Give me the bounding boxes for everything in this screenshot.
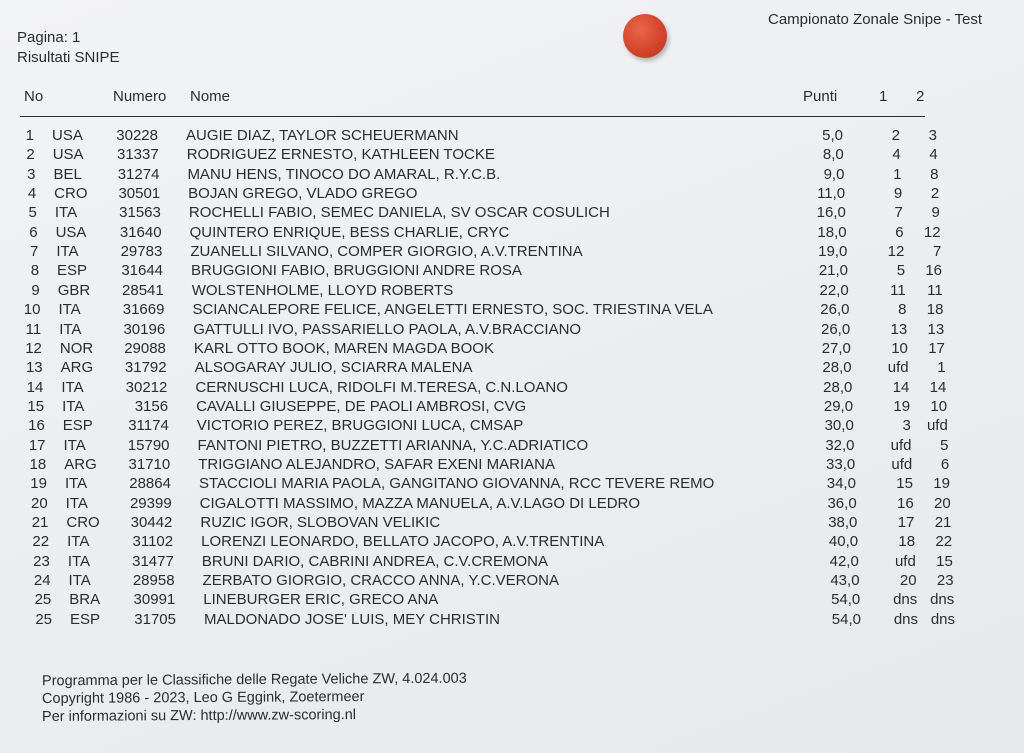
row-crew-name: AUGIE DIAZ, TAYLOR SCHEUERMANN — [186, 127, 459, 144]
row-nation: ITA — [62, 397, 85, 415]
row-nation: CRO — [66, 514, 100, 531]
row-race-1: 11 — [890, 281, 906, 299]
row-race-1: 20 — [899, 572, 917, 590]
row-points: 9,0 — [823, 165, 845, 183]
row-sail-number: 30442 — [130, 514, 173, 531]
row-race-2: 10 — [930, 397, 948, 415]
row-nation: ARG — [64, 455, 97, 473]
pushpin-icon — [623, 14, 667, 58]
row-sail-number: 28541 — [122, 281, 164, 299]
row-nation: ITA — [58, 301, 81, 319]
table-row — [25, 379, 955, 398]
row-sail-number: 30212 — [125, 378, 168, 396]
row-nation: NOR — [59, 339, 94, 357]
row-race-2: 15 — [936, 552, 953, 570]
row-nation: GBR — [57, 281, 91, 299]
row-race-2: dns — [930, 610, 955, 628]
table-row — [18, 185, 948, 204]
row-points: 21,0 — [818, 262, 849, 280]
row-points: 22,0 — [819, 281, 849, 299]
row-position: 25 — [34, 591, 52, 609]
row-crew-name: BRUNI DARIO, CABRINI ANDREA, C.V.CREMONA — [201, 552, 548, 570]
table-row — [16, 127, 946, 146]
row-crew-name: QUINTERO ENRIQUE, BESS CHARLIE, CRYC — [189, 223, 510, 241]
row-race-2: 2 — [930, 185, 940, 203]
row-position: 15 — [27, 397, 45, 415]
row-points: 8,0 — [822, 146, 844, 164]
row-nation: ITA — [68, 572, 91, 590]
table-row — [28, 437, 958, 456]
row-crew-name: GATTULLI IVO, PASSARIELLO PAOLA, A.V.BRACCIANO — [193, 320, 582, 338]
row-points: 26,0 — [820, 320, 851, 338]
row-position: 17 — [28, 436, 46, 454]
row-race-2: 6 — [940, 455, 950, 473]
row-race-1: 3 — [902, 417, 911, 435]
row-race-1: ufd — [890, 436, 912, 454]
row-race-2: 4 — [929, 146, 938, 164]
row-race-1: 17 — [897, 514, 915, 531]
row-crew-name: LINEBURGER ERIC, GRECO ANA — [203, 591, 439, 609]
row-sail-number: 29399 — [129, 494, 172, 512]
row-race-2: 22 — [935, 533, 953, 551]
row-race-1: 2 — [891, 127, 900, 144]
row-race-1: 1 — [893, 165, 902, 183]
row-nation: ARG — [60, 359, 94, 377]
row-points: 11,0 — [817, 185, 846, 203]
row-sail-number: 30228 — [116, 127, 158, 144]
row-race-1: 4 — [892, 146, 901, 164]
row-nation: ITA — [63, 436, 86, 454]
row-position: 16 — [28, 417, 45, 435]
row-position: 8 — [30, 262, 40, 280]
row-sail-number: 30991 — [133, 591, 176, 609]
row-race-2: 5 — [940, 436, 949, 454]
row-position: 3 — [27, 165, 36, 183]
row-nation: ESP — [70, 610, 101, 628]
row-race-1: 15 — [896, 475, 913, 493]
row-race-1: ufd — [894, 552, 916, 570]
row-race-1: 19 — [893, 397, 911, 415]
row-points: 19,0 — [818, 243, 848, 261]
row-nation: ITA — [59, 320, 82, 338]
row-points: 27,0 — [821, 339, 851, 357]
footer-copyright: Copyright 1986 - 2023, Leo G Eggink, Zoetermeer — [41, 689, 365, 707]
row-position: 13 — [25, 359, 43, 377]
row-position: 23 — [33, 552, 50, 570]
table-row — [33, 572, 963, 591]
row-crew-name: VICTORIO PEREZ, BRUGGIONI LUCA, CMSAP — [196, 417, 524, 435]
row-crew-name: RUZIC IGOR, SLOBOVAN VELIKIC — [200, 514, 441, 531]
row-race-2: 12 — [923, 223, 941, 241]
row-sail-number: 31640 — [119, 223, 162, 241]
row-race-1: 5 — [896, 262, 906, 280]
row-race-2: 11 — [927, 281, 943, 299]
row-position: 24 — [33, 572, 51, 590]
row-points: 30,0 — [824, 417, 854, 435]
row-crew-name: ZUANELLI SILVANO, COMPER GIORGIO, A.V.TRENTINA — [190, 243, 583, 261]
row-points: 5,0 — [822, 127, 843, 144]
row-crew-name: ROCHELLI FABIO, SEMEC DANIELA, SV OSCAR COSULICH — [188, 204, 610, 222]
table-row — [30, 495, 960, 514]
row-position: 22 — [32, 533, 50, 551]
row-race-2: 20 — [933, 494, 951, 512]
row-nation: ESP — [62, 417, 93, 435]
row-nation: USA — [52, 127, 83, 144]
row-position: 4 — [27, 185, 37, 203]
row-sail-number: 30196 — [123, 320, 166, 338]
row-sail-number: 28958 — [132, 572, 175, 590]
table-row — [17, 166, 947, 185]
row-sail-number: 31563 — [119, 204, 161, 222]
row-race-2: dns — [930, 591, 955, 609]
row-position: 18 — [29, 455, 47, 473]
row-nation: ITA — [67, 533, 90, 551]
row-points: 28,0 — [822, 359, 852, 377]
column-header-punti: Punti — [803, 88, 838, 105]
row-crew-name: RODRIGUEZ ERNESTO, KATHLEEN TOCKE — [186, 146, 495, 164]
row-race-2: 14 — [929, 378, 947, 396]
row-position: 6 — [29, 223, 38, 241]
row-race-1: 9 — [893, 185, 903, 203]
table-row — [29, 475, 959, 494]
row-nation: ITA — [61, 378, 84, 396]
row-points: 34,0 — [826, 475, 856, 493]
table-row — [20, 224, 950, 243]
row-race-2: 23 — [936, 572, 954, 590]
row-position: 7 — [29, 243, 39, 261]
row-race-2: 21 — [934, 514, 952, 531]
table-row — [31, 533, 961, 552]
row-race-2: 16 — [925, 262, 943, 280]
row-race-1: dns — [893, 591, 918, 609]
row-crew-name: LORENZI LEONARDO, BELLATO JACOPO, A.V.TRENTINA — [201, 533, 605, 551]
row-position: 10 — [23, 301, 41, 319]
row-crew-name: BRUGGIONI FABIO, BRUGGIONI ANDRE ROSA — [191, 262, 522, 280]
row-position: 19 — [30, 475, 47, 493]
row-sail-number: 31792 — [124, 359, 167, 377]
row-race-1: ufd — [887, 359, 909, 377]
row-position: 25 — [35, 610, 52, 628]
row-sail-number: 29088 — [124, 339, 166, 357]
row-race-2: 13 — [927, 320, 945, 338]
header-divider — [20, 116, 925, 117]
row-sail-number: 31644 — [121, 262, 164, 280]
row-crew-name: CAVALLI GIUSEPPE, DE PAOLI AMBROSI, CVG — [196, 397, 527, 415]
table-row — [26, 398, 956, 417]
row-race-2: 9 — [931, 204, 940, 222]
row-crew-name: BOJAN GREGO, VLADO GREGO — [188, 185, 418, 203]
row-crew-name: WOLSTENHOLME, LLOYD ROBERTS — [191, 281, 454, 299]
row-points: 54,0 — [831, 591, 861, 609]
row-race-2: 3 — [928, 127, 937, 144]
row-race-1: 14 — [892, 378, 910, 396]
row-nation: USA — [52, 146, 84, 164]
row-crew-name: ZERBATO GIORGIO, CRACCO ANNA, Y.C.VERONA — [202, 572, 560, 590]
row-crew-name: CERNUSCHI LUCA, RIDOLFI M.TERESA, C.N.LOANO — [195, 378, 568, 396]
row-race-2: 7 — [932, 243, 942, 261]
row-race-2: 1 — [937, 359, 946, 377]
row-points: 42,0 — [829, 552, 859, 570]
row-position: 2 — [26, 146, 35, 164]
row-crew-name: SCIANCALEPORE FELICE, ANGELETTI ERNESTO, SOC. TRIESTINA VELA — [192, 301, 713, 319]
row-race-1: 16 — [896, 494, 914, 512]
row-sail-number: 31337 — [117, 146, 159, 164]
column-header-no: No — [24, 88, 44, 105]
table-row — [22, 282, 952, 301]
row-crew-name: MANU HENS, TINOCO DO AMARAL, R.Y.C.B. — [187, 165, 501, 183]
row-sail-number: 31102 — [132, 533, 174, 551]
report-title: Risultati SNIPE — [17, 49, 120, 66]
row-crew-name: STACCIOLI MARIA PAOLA, GANGITANO GIOVANNA, RCC TEVERE REMO — [198, 475, 715, 493]
row-points: 18,0 — [817, 223, 847, 241]
table-row — [33, 591, 963, 610]
row-position: 11 — [25, 320, 42, 338]
row-position: 14 — [26, 378, 44, 396]
row-race-1: dns — [893, 610, 918, 628]
table-row — [20, 243, 950, 262]
row-nation: ITA — [54, 204, 78, 222]
row-crew-name: CIGALOTTI MASSIMO, MAZZA MANUELA, A.V.LAGO DI LEDRO — [199, 494, 641, 512]
row-points: 28,0 — [823, 378, 853, 396]
row-sail-number: 28864 — [129, 475, 171, 493]
row-points: 16,0 — [816, 204, 846, 222]
table-row — [25, 359, 955, 378]
row-sail-number: 31705 — [134, 610, 176, 628]
row-position: 20 — [30, 494, 48, 512]
row-crew-name: MALDONADO JOSE' LUIS, MEY CHRISTIN — [204, 610, 500, 628]
table-row — [24, 340, 954, 359]
row-race-1: 10 — [891, 339, 908, 357]
row-nation: BEL — [53, 165, 82, 183]
row-sail-number: 31710 — [128, 455, 171, 473]
row-race-1: 18 — [898, 533, 916, 551]
row-race-1: 13 — [890, 320, 908, 338]
row-position: 21 — [31, 514, 49, 531]
row-points: 26,0 — [820, 301, 850, 319]
row-race-1: ufd — [891, 455, 913, 473]
row-sail-number: 15790 — [127, 436, 170, 454]
table-row — [21, 262, 951, 281]
row-race-2: 17 — [928, 339, 945, 357]
row-sail-number: 31174 — [128, 417, 169, 435]
row-nation: CRO — [54, 185, 88, 203]
table-row — [30, 514, 960, 533]
table-row — [19, 204, 949, 223]
row-race-2: ufd — [926, 417, 948, 435]
row-sail-number: 30501 — [118, 185, 161, 203]
table-row — [34, 611, 964, 630]
table-row — [32, 553, 962, 572]
row-crew-name: ALSOGARAY JULIO, SCIARRA MALENA — [194, 359, 473, 377]
row-nation: USA — [55, 223, 87, 241]
row-points: 29,0 — [823, 397, 854, 415]
table-row — [27, 417, 957, 436]
table-row — [23, 321, 953, 340]
row-race-2: 18 — [926, 301, 944, 319]
row-race-1: 8 — [898, 301, 907, 319]
row-points: 32,0 — [825, 436, 855, 454]
row-sail-number: 31274 — [117, 165, 160, 183]
row-race-1: 12 — [887, 243, 905, 261]
row-race-1: 6 — [895, 223, 904, 241]
row-points: 43,0 — [830, 572, 860, 590]
row-nation: ESP — [57, 262, 88, 280]
row-nation: BRA — [69, 591, 101, 609]
footer-program: Programma per le Classifiche delle Regate Veliche ZW, 4.024.003 — [41, 670, 467, 690]
row-sail-number: 3156 — [134, 397, 169, 415]
column-header-race-1: 1 — [879, 88, 888, 105]
row-race-1: 7 — [894, 204, 903, 222]
row-race-2: 19 — [933, 475, 950, 493]
page-number: Pagina: 1 — [17, 29, 81, 46]
row-points: 38,0 — [828, 514, 858, 531]
row-sail-number: 29783 — [120, 243, 163, 261]
row-position: 1 — [25, 127, 34, 144]
event-title: Campionato Zonale Snipe - Test — [768, 11, 983, 28]
row-sail-number: 31477 — [132, 552, 174, 570]
column-header-nome: Nome — [190, 88, 231, 105]
row-nation: ITA — [65, 494, 88, 512]
row-position: 12 — [25, 339, 42, 357]
row-nation: ITA — [67, 552, 91, 570]
column-header-numero: Numero — [113, 88, 167, 105]
row-nation: ITA — [56, 243, 79, 261]
footer-info: Per informazioni su ZW: http://www.zw-scoring.nl — [41, 707, 357, 725]
table-row — [28, 456, 958, 475]
table-row — [22, 301, 952, 320]
row-points: 36,0 — [827, 494, 857, 512]
row-points: 40,0 — [828, 533, 859, 551]
row-position: 9 — [31, 281, 40, 299]
row-race-2: 8 — [930, 165, 939, 183]
row-crew-name: FANTONI PIETRO, BUZZETTI ARIANNA, Y.C.ADRIATICO — [197, 436, 589, 454]
row-points: 33,0 — [826, 455, 856, 473]
row-position: 5 — [28, 204, 37, 222]
row-sail-number: 31669 — [122, 301, 165, 319]
row-nation: ITA — [64, 475, 88, 493]
row-crew-name: KARL OTTO BOOK, MAREN MAGDA BOOK — [193, 339, 494, 357]
table-row — [17, 146, 947, 165]
row-points: 54,0 — [831, 610, 861, 628]
column-header-race-2: 2 — [916, 88, 925, 105]
row-crew-name: TRIGGIANO ALEJANDRO, SAFAR EXENI MARIANA — [198, 455, 555, 473]
